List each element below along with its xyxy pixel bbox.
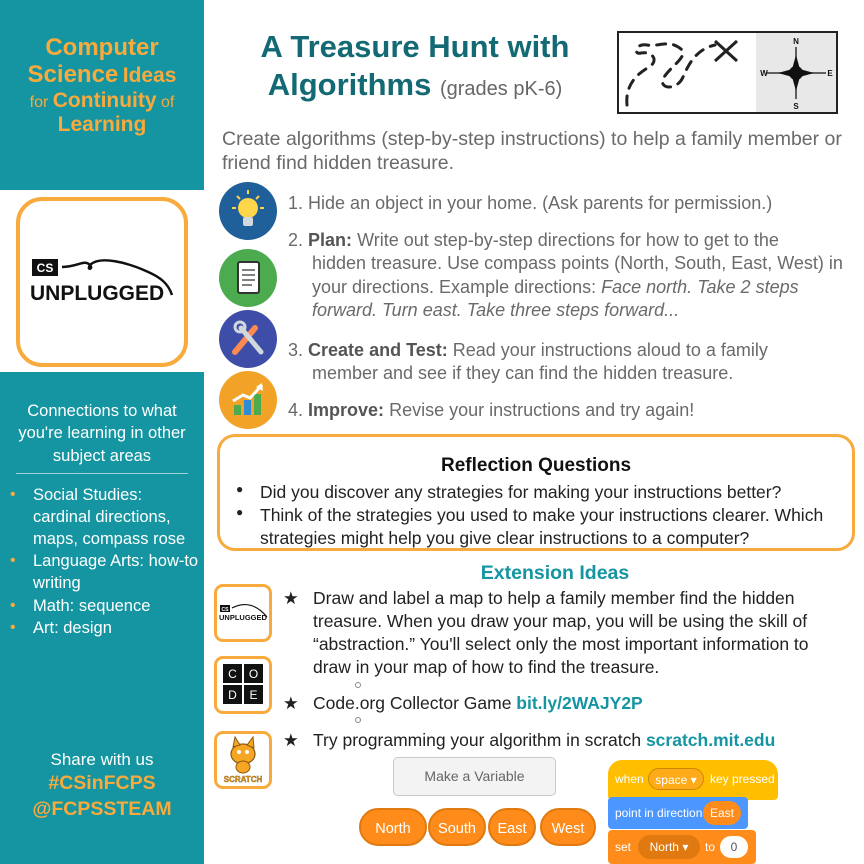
code-org-link[interactable]: bit.ly/2WAJY2P xyxy=(516,693,643,713)
extension-item-map-text: Draw and label a map to help a family member find the hidden treasure. When you draw your map, you will be using the skill of “abstraction.” You'll select only the most important information to draw in your map of how to find the treasure. xyxy=(313,588,809,678)
connections-list xyxy=(10,484,200,639)
svg-text:C: C xyxy=(228,667,237,681)
svg-text:D: D xyxy=(228,688,237,702)
extension-item-map xyxy=(283,587,843,679)
svg-text:O: O xyxy=(248,667,259,681)
extension-item-scratch xyxy=(283,729,853,752)
pencil-wrench-icon xyxy=(219,310,277,368)
variable-east[interactable]: East xyxy=(488,808,536,846)
star-icon: ★ xyxy=(283,730,299,750)
step-2-bold: Plan: xyxy=(308,230,353,250)
svg-text:UNPLUGGED: UNPLUGGED xyxy=(30,282,165,305)
list-item: • Social Studies: cardinal directions, maps, compass rose xyxy=(10,484,200,550)
bullet-circle-icon xyxy=(355,717,361,723)
when-key-pressed-block[interactable] xyxy=(608,760,778,800)
reflection-title: Reflection Questions xyxy=(440,455,632,476)
lightbulb-icon xyxy=(219,182,277,240)
code-org-thumbnail xyxy=(214,656,272,714)
reflection-list xyxy=(236,481,846,549)
share-label: Share with us xyxy=(50,750,154,769)
set-variable-dropdown[interactable]: North ▾ xyxy=(638,835,700,859)
key-pressed-label: key pressed xyxy=(710,772,775,786)
step-1 xyxy=(288,192,838,215)
sidebar-title-continuity: Continuity xyxy=(52,88,157,112)
connections-heading: Connections to what you're learning in other subject areas xyxy=(18,402,186,465)
svg-text:E: E xyxy=(249,688,258,702)
sidebar-title-science: Science xyxy=(27,61,119,89)
extension-title: Extension Ideas xyxy=(480,562,630,584)
step-1-text: Hide an object in your home. (Ask parents for permission.) xyxy=(308,193,773,213)
when-label: when xyxy=(615,772,644,786)
sidebar-title-ideas: Ideas xyxy=(122,64,177,88)
list-item: • Art: design xyxy=(10,617,200,639)
to-label: to xyxy=(705,840,716,854)
step-2-cont: hidden treasure. Use compass points (North, South, East, West) in your directions. Example directions: xyxy=(312,253,843,297)
grades-label: (grades pK-6) xyxy=(439,77,563,100)
notepad-icon xyxy=(219,249,277,307)
svg-text:CS: CS xyxy=(221,607,229,613)
hashtag[interactable]: #CSinFCPS xyxy=(48,772,156,794)
svg-text:N: N xyxy=(793,37,799,46)
step-4-text: Revise your instructions and try again! xyxy=(389,400,695,420)
step-3-cont: member and see if they can find the hidden treasure. xyxy=(312,363,734,384)
list-item: ● Did you discover any strategies for making your instructions better? xyxy=(236,481,846,504)
step-2 xyxy=(288,229,844,323)
set-variable-block[interactable] xyxy=(608,830,756,864)
intro-text: Create algorithms (step-by-step instructions) to help a family member or friend find hidden treasure. xyxy=(222,128,842,175)
title-line2: Algorithms xyxy=(267,66,432,102)
step-number: 4. xyxy=(288,400,304,420)
twitter-handle[interactable]: @FCPSSTEAM xyxy=(32,798,172,820)
cs-unplugged-logo xyxy=(16,197,188,367)
step-3 xyxy=(288,339,844,386)
variable-north[interactable]: North xyxy=(359,808,427,846)
set-label: set xyxy=(615,840,632,854)
list-item: • Math: sequence xyxy=(10,595,200,617)
step-number: 3. xyxy=(288,340,304,360)
extension-item-code-org xyxy=(283,692,843,715)
step-2-text: Write out step-by-step directions for how to get to the xyxy=(357,230,779,250)
svg-text:UNPLUGGED: UNPLUGGED xyxy=(219,613,267,622)
svg-text:SCRATCH: SCRATCH xyxy=(223,775,263,784)
step-3-text: Read your instructions aloud to a family xyxy=(452,340,768,360)
divider xyxy=(16,473,188,474)
svg-text:W: W xyxy=(760,69,768,78)
svg-text:S: S xyxy=(793,102,799,111)
reflection-box xyxy=(217,434,855,551)
step-number: 1. xyxy=(288,193,304,213)
star-icon: ★ xyxy=(283,588,299,608)
sidebar-title-of: of xyxy=(161,93,175,111)
cs-unplugged-thumbnail xyxy=(214,584,272,642)
step-4-bold: Improve: xyxy=(308,400,385,420)
direction-value[interactable]: East xyxy=(703,801,741,825)
sidebar-title xyxy=(0,34,204,137)
step-3-bold: Create and Test: xyxy=(308,340,448,360)
step-4 xyxy=(288,399,844,422)
svg-text:CS: CS xyxy=(36,261,54,275)
key-dropdown[interactable]: space ▾ xyxy=(648,768,704,790)
svg-text:E: E xyxy=(827,69,833,78)
scratch-link[interactable]: scratch.mit.edu xyxy=(645,730,776,750)
title-line1: A Treasure Hunt with xyxy=(260,29,570,64)
bullet-circle-icon xyxy=(355,682,361,688)
sidebar-title-for: for xyxy=(29,93,49,111)
sidebar-title-line4: Learning xyxy=(57,112,147,136)
star-icon: ★ xyxy=(283,693,299,713)
make-variable-button[interactable]: Make a Variable xyxy=(393,757,556,796)
page-title xyxy=(220,28,610,104)
variable-west[interactable]: West xyxy=(540,808,596,846)
variable-south[interactable]: South xyxy=(428,808,486,846)
point-label: point in direction xyxy=(615,806,703,820)
scratch-cat-thumbnail xyxy=(214,731,272,789)
step-number: 2. xyxy=(288,230,304,250)
dashed-path-icon xyxy=(619,33,759,113)
scratch-text: Try programming your algorithm in scratch xyxy=(313,730,642,750)
sidebar-title-line1: Computer xyxy=(45,34,159,61)
point-in-direction-block[interactable] xyxy=(608,797,748,829)
list-item: ● Think of the strategies you used to make your instructions clearer. Which strategies might help you give clear instructions to a computer? xyxy=(236,504,846,550)
list-item: • Language Arts: how-to writing xyxy=(10,550,200,594)
growth-chart-icon xyxy=(219,371,277,429)
code-org-text: Code.org Collector Game xyxy=(313,693,512,713)
compass-rose-icon xyxy=(756,33,836,112)
step-2-example: Face north. Take 2 steps forward. Turn east. Take three steps forward... xyxy=(312,276,799,321)
value-input[interactable]: 0 xyxy=(720,836,748,858)
